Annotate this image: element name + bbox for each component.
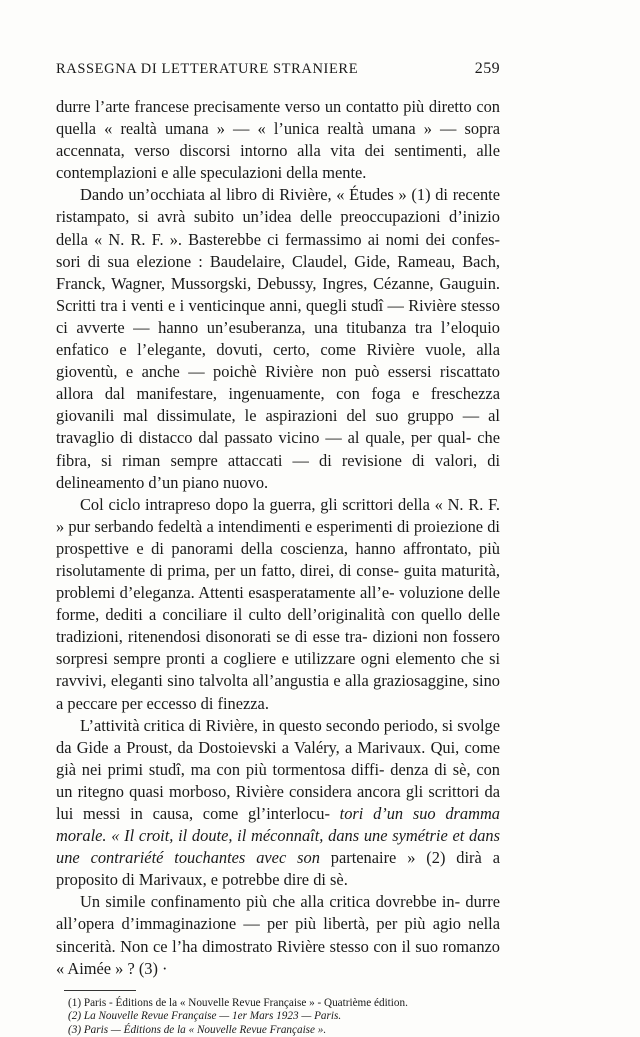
paragraph-etudes: Dando un’occhiata al libro di Rivière, « Études » (1) di recente ristampato, si avrà subito un’idea delle preoccupazioni d’inizio della « N. R. F. ». Basterebbe ci fermassimo ai nomi dei confes- sori di sua elezione : Baudelaire, Claudel, Gide, Rameau, Bach, Franck, Wagner, Mussorgski, Debussy, Ingres, Cézanne, Gauguin. Scritti tra i venti e i venticinque anni, quegli studî — Rivière stesso ci avverte — hanno un’esuberanza, una titubanza tra l’eloquio enfatico e l’elegante, dovuti, certo, come Rivière vuole, alla gioventù, e anche — poichè Rivière non può essersi riscattato allora dal manifestare, ingenuamente, con foga e freschezza giovanili mal dissimulate, le aspirazioni del suo gruppo — al travaglio di distacco dal passato vicino — al quale, per qual- che fibra, si riman sempre attaccati — di revisione di valori, di delineamento d’un piano nuovo. (56, 185, 500, 492)
footnote-1: (1) Paris - Éditions de la « Nouvelle Revue Française » - Quatrième édition. (68, 996, 408, 1009)
running-title: RASSEGNA DI LETTERATURE STRANIERE (56, 61, 359, 77)
footnotes (56, 997, 500, 1037)
book-page (56, 60, 500, 1037)
paragraph-ciclo: Col ciclo intrapreso dopo la guerra, gli scrittori della « N. R. F. » pur serbando fedeltà a intendimenti e esperimenti di proiezione di prospettive e di panorami della coscienza, hanno affrontato, più risolutamente di prima, per un fatto, direi, di conse- guita maturità, problemi d’eleganza. Attenti esasperatamente all’e- voluzione delle forme, dediti a conciliare il culto dell’originalità con quello delle tradizioni, ritenendosi disonorati se di esse tra- dizioni non fossero sorpresi sempre pronti a cogliere e utilizzare ogni elemento che si ravvivi, eleganti sino talvolta all’angustia e alla graziosaggine, sino a peccare per eccesso di finezza. (56, 494, 501, 713)
footnote-rule (64, 990, 136, 991)
paragraph-confinamento: Un simile confinamento più che alla critica dovrebbe in- durre all’opera d’immaginazione — per più libertà, per più agio nella sincerità. Non ce l’ha dimostrato Rivière stesso con il suo romanzo « Aimée » ? (3) · (56, 892, 500, 978)
paragraph-attivita-critica: L’attività critica di Rivière, in questo secondo periodo, si svolge da Gide a Proust, da Dostoievski a Valéry, a Marivaux. Qui, come già nei primi studî, ma con più tormentosa diffi- denza di sè, con un ritegno quasi morboso, Rivière considera ancora gli scrittori da lui messi in causa, come gl’interlocu- tori d’un suo dramma morale. « Il croit, il doute, il méconnaît, dans une symétrie et dans une contrariété touchantes avec son partenaire » (2) dirà a proposito di Marivaux, e potrebbe dire di sè. (56, 715, 500, 890)
page-number: 259 (474, 60, 500, 77)
footnote-3: (3) Paris — Éditions de la « Nouvelle Revue Française ». (68, 1023, 327, 1036)
paragraph-continuation: durre l’arte francese precisamente verso un contatto più diretto con quella « realtà umana » — « l’unica realtà umana » — sopra accennata, verso discorsi intorno alla vita dei sentimenti, alle contemplazioni e alle speculazioni della mente. (56, 97, 500, 183)
body-text (56, 96, 500, 980)
footnote-2: (2) La Nouvelle Revue Française — 1er Mars 1923 — Paris. (68, 1010, 342, 1023)
running-header (56, 60, 500, 88)
